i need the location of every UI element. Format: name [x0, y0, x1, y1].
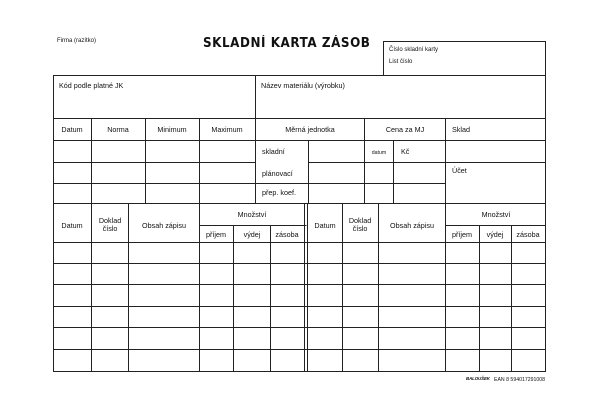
ledger-doc-number-header-left: Doklad číslo [98, 216, 122, 234]
ledger-receipt-header-right: příjem [452, 230, 472, 239]
publisher-logo: BALOUŠEK [466, 376, 490, 381]
main-table-border [54, 76, 546, 372]
page-title: SKLADNÍ KARTA ZÁSOB [203, 36, 371, 51]
ledger-rows [54, 264, 546, 350]
ledger-date-header-right: Datum [314, 221, 336, 230]
card-number-label: Číslo skladní karty [389, 47, 439, 53]
ledger-doc-number-header-right: Doklad číslo [348, 216, 372, 234]
ledger-issue-header-left: výdej [243, 230, 261, 239]
ledger-stock-header-left: zásoba [275, 230, 299, 239]
material-name-label: Název materiálu (výrobku) [261, 81, 345, 90]
ledger-entry-header-right: Obsah zápisu [390, 221, 434, 230]
account-label: Účet [452, 166, 467, 175]
price-date-label: datum [371, 150, 387, 156]
sheet-number-label: List číslo [389, 59, 413, 65]
warehouse-header: Sklad [452, 125, 470, 134]
unit-header: Měrná jednotka [285, 125, 335, 134]
price-currency-label: Kč [401, 147, 410, 156]
company-stamp-label: Firma (razítko) [57, 38, 96, 44]
price-header: Cena za MJ [385, 125, 425, 134]
ledger-quantity-header-left: Množství [237, 210, 267, 219]
ean-code: EAN 8 594017291008 [494, 377, 546, 383]
minimum-header: Minimum [157, 125, 187, 134]
ledger-date-header-left: Datum [61, 221, 83, 230]
unit-warehouse-label: skladní [262, 147, 285, 156]
norm-header: Norma [107, 125, 129, 134]
ledger-receipt-header-left: příjem [206, 230, 226, 239]
ledger-stock-header-right: zásoba [516, 230, 540, 239]
maximum-header: Maximum [211, 125, 243, 134]
unit-conversion-label: přep. koef. [262, 188, 296, 197]
ledger-issue-header-right: výdej [486, 230, 504, 239]
ledger-entry-header-left: Obsah zápisu [142, 221, 186, 230]
norms-date-header: Datum [61, 125, 83, 134]
ledger-quantity-header-right: Množství [481, 210, 511, 219]
unit-planned-label: plánovací [262, 169, 293, 178]
jk-code-label: Kód podle platné JK [59, 81, 124, 90]
